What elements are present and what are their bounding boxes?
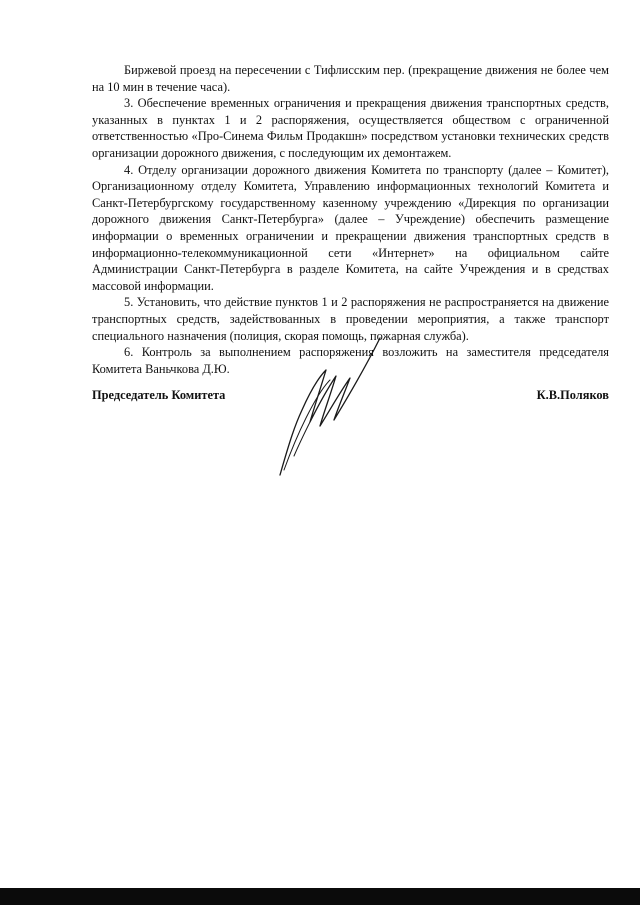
handwritten-signature-icon	[270, 330, 390, 480]
scan-edge-bar	[0, 888, 640, 905]
paragraph-item-6: 6. Контроль за выполнением распоряжения возложить на заместителя председателя Комитета Ваньчкова Д.Ю.	[92, 345, 609, 376]
paragraph-item-3: 3. Обеспечение временных ограничения и прекращения движения транспортных средств, указанных в пунктах 1 и 2 распоряжения, осуществляется обществом с ограниченной ответственностью «Про-Синема Фильм Продакшн» посредством установки технических средств организации дорожного движения, с последующим их демонтажем.	[92, 96, 609, 160]
signatory-position: Председатель Комитета	[92, 388, 226, 402]
paragraph-item-5: 5. Установить, что действие пунктов 1 и 2 распоряжения не распространяется на движение транспортных средств, задействованных в проведении мероприятия, а также транспорт специального назначения (полиция, скорая помощь, пожарная служба).	[92, 295, 609, 343]
paragraph-item-4: 4. Отделу организации дорожного движения Комитета по транспорту (далее – Комитет), Организационному отделу Комитета, Управлению информационных технологий Комитета и Санкт-Петербургскому государственному казенному учреждению «Дирекция по организации дорожного движения Санкт-Петербурга» (далее – Учреждение) обеспечить размещение информации о временных ограничении и прекращении движения транспортных средств в информационно-телекоммуникационной сети «Интернет» на официальном сайте Администрации Санкт-Петербурга в разделе Комитета, на сайте Учреждения и в средствах массовой информации.	[92, 162, 609, 293]
signatory-name: К.В.Поляков	[536, 388, 609, 402]
paragraph-continuation: Биржевой проезд на пересечении с Тифлисским пер. (прекращение движения не более чем на 10 мин в течение часа).	[92, 63, 609, 94]
